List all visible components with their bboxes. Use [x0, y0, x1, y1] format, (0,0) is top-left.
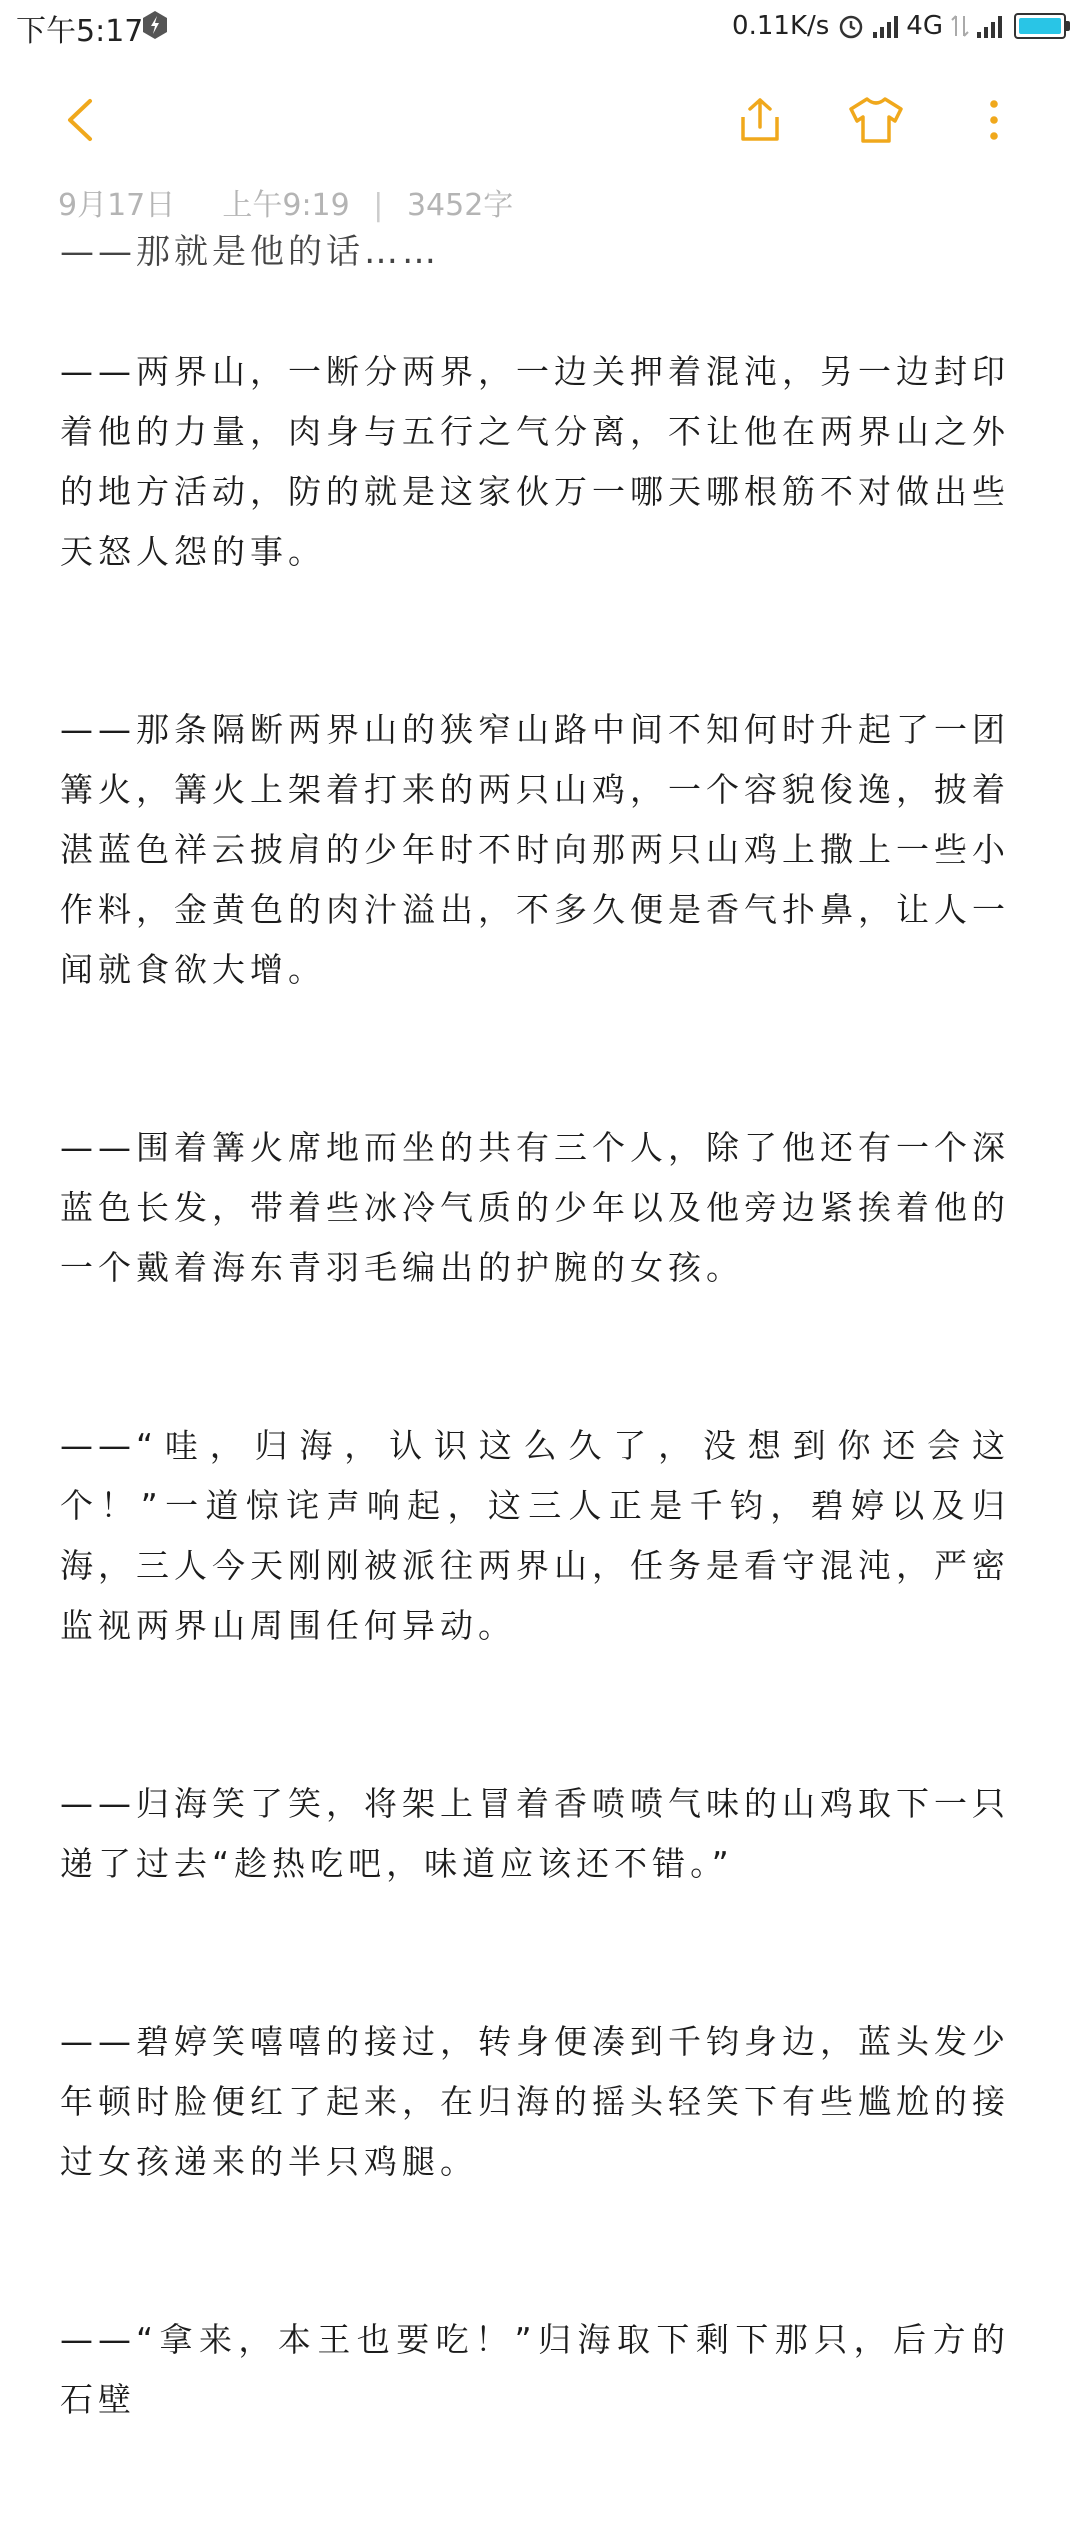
toolbar [0, 80, 1080, 160]
battery-icon [1014, 13, 1066, 39]
status-time: 下午5:17 [16, 14, 144, 49]
tshirt-icon [847, 95, 905, 145]
note-meta [58, 180, 513, 224]
shield-icon [140, 10, 170, 40]
theme-button[interactable] [836, 80, 916, 160]
note-date: 9月17日 [58, 188, 176, 223]
paragraph: ——“哇，归海，认识这么久了，没想到你还会这个！”一道惊诧声响起，这三人正是千钧，碧婷以及归海，三人今天刚刚被派往两界山，任务是看守混沌，严密监视两界山周围任何异动。 [60, 1426, 1010, 1645]
more-button[interactable] [954, 80, 1034, 160]
paragraph: ——归海笑了笑，将架上冒着香喷喷气味的山鸡取下一只递了过去“趁热吃吧，味道应该还不错。” [60, 1784, 1010, 1883]
paragraph: ——两界山，一断分两界，一边关押着混沌，另一边封印着他的力量，肉身与五行之气分离，不让他在两界山之外的地方活动，防的就是这家伙万一哪天哪根筋不对做出些天怒人怨的事。 [60, 352, 1010, 571]
paragraph: ——“拿来，本王也要吃！”归海取下剩下那只，后方的石壁 [60, 2320, 1010, 2419]
share-button[interactable] [720, 80, 800, 160]
status-right [732, 6, 1066, 46]
cut-off-text: ——那就是他的话…… [60, 232, 440, 272]
network-speed: 0.11K/s [732, 11, 830, 41]
note-content[interactable] [0, 232, 1080, 2419]
paragraph: ——碧婷笑嘻嘻的接过，转身便凑到千钧身边，蓝头发少年顿时脸便红了起来，在归海的摇头轻笑下有些尴尬的接过女孩递来的半只鸡腿。 [60, 2022, 1010, 2181]
signal-2-icon [977, 14, 1002, 38]
meta-separator: | [373, 188, 384, 223]
signal-1-icon [873, 14, 898, 38]
share-icon [735, 95, 785, 145]
note-time: 上午9:19 [222, 188, 350, 223]
network-type: 4G [906, 11, 943, 41]
word-count: 3452字 [406, 188, 514, 223]
paragraph: ——那条隔断两界山的狭窄山路中间不知何时升起了一团篝火，篝火上架着打来的两只山鸡，一个容貌俊逸，披着湛蓝色祥云披肩的少年时不时向那两只山鸡上撒上一些小作料，金黄色的肉汁溢出，不多久便是香气扑鼻，让人一闻就食欲大增。 [60, 710, 1010, 989]
cut-off-line [60, 232, 1020, 272]
back-icon [60, 95, 100, 145]
back-button[interactable] [40, 80, 120, 160]
status-bar [0, 0, 1080, 52]
paragraph: ——围着篝火席地而坐的共有三个人，除了他还有一个深蓝色长发，带着些冰冷气质的少年以及他旁边紧挨着他的一个戴着海东青羽毛编出的护腕的女孩。 [60, 1128, 1010, 1287]
more-vertical-icon [984, 95, 1004, 145]
alarm-icon [837, 12, 865, 40]
paragraph-list [60, 342, 1010, 2548]
data-transfer-icon [951, 12, 969, 40]
